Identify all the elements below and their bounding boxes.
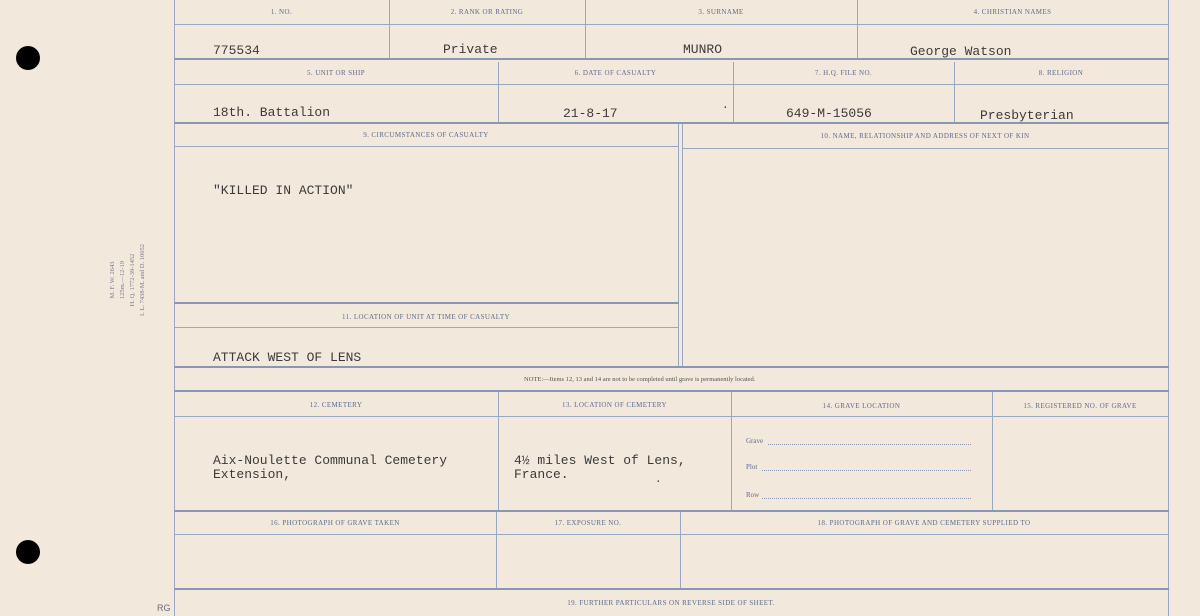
label-unit: 5. UNIT OR SHIP (307, 69, 365, 77)
value-number: 775534 (213, 43, 260, 58)
value-cemetery-location-line1: 4½ miles West of Lens, (514, 453, 686, 468)
label-christian-names: 4. CHRISTIAN NAMES (973, 8, 1052, 16)
label-photograph-supplied: 18. PHOTOGRAPH OF GRAVE AND CEMETERY SUPPLIED TO (817, 519, 1031, 527)
label-grave-location: 14. GRAVE LOCATION (822, 402, 901, 410)
margin-stamp-line: M. F. W. 2643 (109, 261, 116, 299)
field11-label-line (174, 327, 679, 328)
row4-label-line (174, 416, 1169, 417)
corner-mark: RG (157, 603, 171, 613)
value-religion: Presbyterian (980, 108, 1074, 123)
row1-label-line (174, 24, 1169, 25)
value-cemetery-line1: Aix-Noulette Communal Cemetery (213, 453, 448, 468)
value-location-of-unit: ATTACK WEST OF LENS (213, 350, 362, 365)
label-location-of-unit: 11. LOCATION OF UNIT AT TIME OF CASUALTY (342, 313, 510, 321)
row-label: Row (746, 491, 760, 499)
row-dots (762, 498, 971, 499)
margin-stamp-line: 125m.—12-19 (119, 260, 126, 300)
label-number: 1. NO. (270, 8, 293, 16)
value-christian-names: George Watson (910, 44, 1012, 59)
value-unit: 18th. Battalion (213, 105, 331, 120)
value-surname: MUNRO (683, 42, 723, 57)
note-bottom-line (174, 390, 1169, 392)
stray-mark: . (722, 100, 729, 112)
row3-bottom-line (174, 366, 1169, 368)
label-file-no: 7. H.Q. FILE NO. (814, 69, 873, 77)
label-rank: 2. RANK OR RATING (450, 8, 524, 16)
value-rank: Private (443, 42, 498, 57)
right-border (1168, 0, 1169, 616)
label-exposure-no: 17. EXPOSURE NO. (554, 519, 622, 527)
row2-label-line (174, 84, 1169, 85)
punch-hole-bottom (16, 540, 40, 564)
row4-bottom-line (174, 510, 1169, 512)
row3-label-line-right (682, 148, 1169, 149)
plot-dots (762, 470, 971, 471)
margin-stamp-line: H. Q. 1772-39-1452 (129, 253, 136, 307)
label-cemetery: 12. CEMETERY (309, 401, 363, 409)
label-next-of-kin: 10. NAME, RELATIONSHIP AND ADDRESS OF NEXT OF KIN (820, 132, 1030, 140)
label-further-particulars: 19. FURTHER PARTICULARS ON REVERSE SIDE OF SHEET. (567, 599, 775, 607)
label-circumstances: 9. CIRCUMSTANCES OF CASUALTY (363, 131, 489, 139)
value-circumstances: "KILLED IN ACTION" (213, 183, 354, 198)
label-location-of-cemetery: 13. LOCATION OF CEMETERY (562, 401, 667, 409)
label-religion: 8. RELIGION (1038, 69, 1084, 77)
row1-bottom-line (174, 58, 1169, 60)
note-text: NOTE:—Items 12, 13 and 14 are not to be completed until grave is permanently located. (524, 376, 756, 383)
row5-label-line (174, 534, 1169, 535)
row3-label-line-left (174, 146, 679, 147)
plot-label: Plot (746, 463, 758, 471)
label-surname: 3. SURNAME (698, 8, 744, 16)
value-cemetery-location-line2: France. (514, 467, 569, 482)
label-registered-no: 15. REGISTERED NO. OF GRAVE (1023, 402, 1137, 410)
label-photograph-taken: 16. PHOTOGRAPH OF GRAVE TAKEN (270, 519, 400, 527)
value-date: 21-8-17 (563, 106, 618, 121)
value-cemetery-line2: Extension, (213, 467, 292, 482)
margin-stamp-line: I. L. 7438-M. and D. 10052 (139, 243, 146, 317)
divider (682, 124, 683, 366)
row5-bottom-line (174, 588, 1169, 590)
divider (678, 124, 679, 366)
label-date: 6. DATE OF CASUALTY (574, 69, 657, 77)
grave-dots (768, 444, 971, 445)
divider (498, 392, 499, 510)
stray-mark: . (655, 474, 662, 486)
punch-hole-top (16, 46, 40, 70)
value-file-no: 649-M-15056 (786, 106, 872, 121)
field11-top-line (174, 302, 679, 304)
grave-label: Grave (746, 437, 764, 445)
margin-stamp (108, 210, 148, 350)
